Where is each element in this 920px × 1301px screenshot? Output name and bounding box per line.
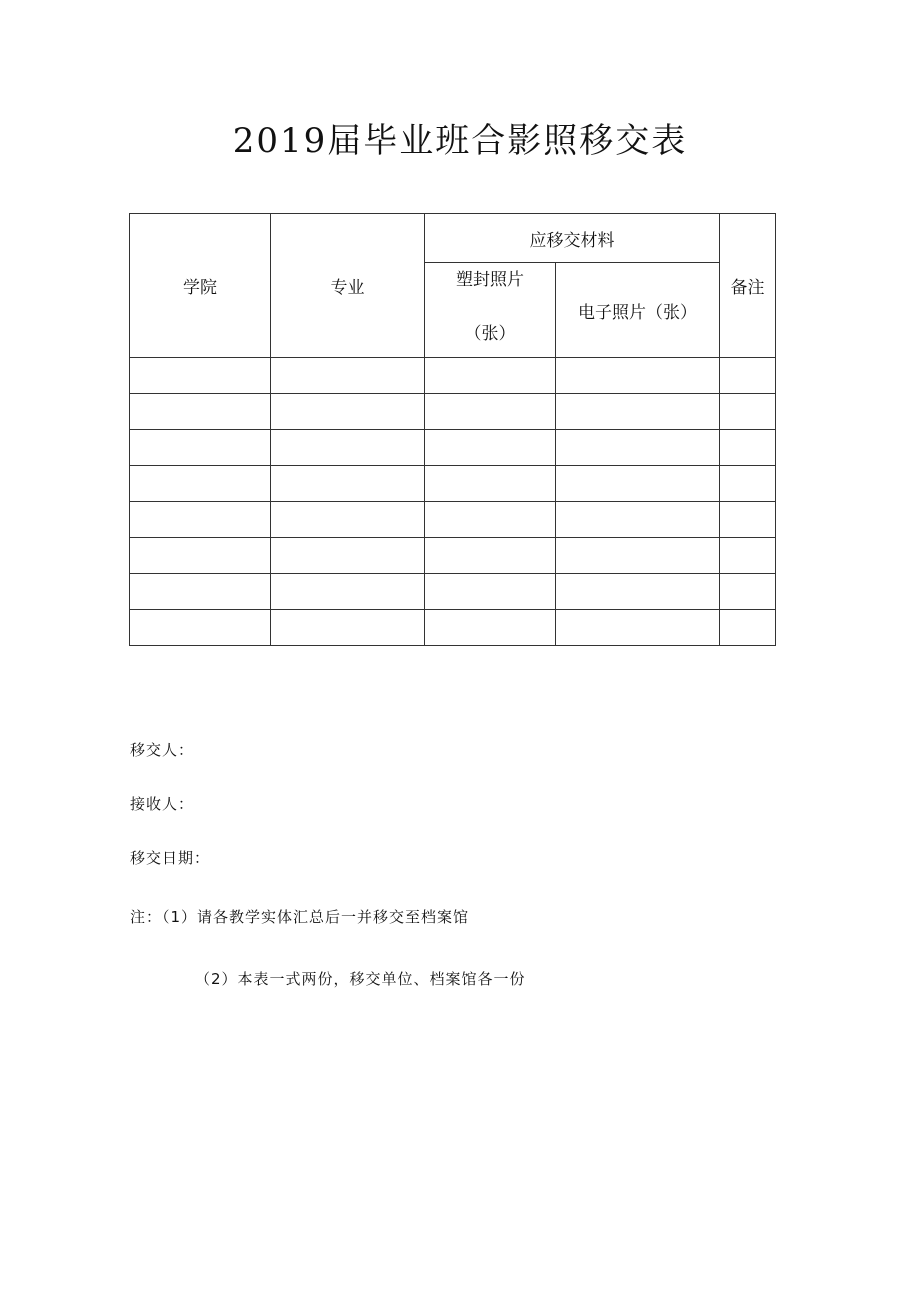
header-remarks: 备注 bbox=[720, 214, 776, 358]
table-cell-digital-photos[interactable] bbox=[556, 466, 720, 502]
table-row bbox=[130, 610, 776, 646]
table-cell-sealed-photos[interactable] bbox=[425, 466, 556, 502]
table-cell-major[interactable] bbox=[271, 466, 425, 502]
note-2: （2）本表一式两份，移交单位、档案馆各一份 bbox=[195, 970, 526, 988]
table-cell-remarks[interactable] bbox=[720, 538, 776, 574]
table-cell-digital-photos[interactable] bbox=[556, 430, 720, 466]
table-cell-major[interactable] bbox=[271, 610, 425, 646]
table-cell-digital-photos[interactable] bbox=[556, 538, 720, 574]
table-cell-major[interactable] bbox=[271, 538, 425, 574]
document-title: 2019届毕业班合影照移交表 bbox=[232, 121, 688, 161]
table-cell-major[interactable] bbox=[271, 358, 425, 394]
table-cell-sealed-photos[interactable] bbox=[425, 394, 556, 430]
header-college: 学院 bbox=[130, 214, 271, 358]
table-row bbox=[130, 466, 776, 502]
table-cell-major[interactable] bbox=[271, 502, 425, 538]
receiver-label: 接收人： bbox=[130, 795, 195, 813]
table-row bbox=[130, 538, 776, 574]
table-cell-digital-photos[interactable] bbox=[556, 502, 720, 538]
table-cell-sealed-photos[interactable] bbox=[425, 610, 556, 646]
table-cell-major[interactable] bbox=[271, 394, 425, 430]
transfer-date-label: 移交日期： bbox=[130, 849, 211, 867]
table-cell-digital-photos[interactable] bbox=[556, 394, 720, 430]
table-cell-college[interactable] bbox=[130, 502, 271, 538]
table-row bbox=[130, 394, 776, 430]
table-cell-major[interactable] bbox=[271, 430, 425, 466]
note-1: 注：（1）请各教学实体汇总后一并移交至档案馆 bbox=[130, 908, 470, 926]
table-cell-college[interactable] bbox=[130, 466, 271, 502]
table-cell-college[interactable] bbox=[130, 538, 271, 574]
table-cell-sealed-photos[interactable] bbox=[425, 574, 556, 610]
table-cell-digital-photos[interactable] bbox=[556, 610, 720, 646]
table-cell-digital-photos[interactable] bbox=[556, 358, 720, 394]
header-major: 专业 bbox=[271, 214, 425, 358]
header-sealed-photos-line1: 塑封照片 bbox=[456, 270, 524, 290]
table-cell-college[interactable] bbox=[130, 430, 271, 466]
table-cell-college[interactable] bbox=[130, 574, 271, 610]
table-cell-sealed-photos[interactable] bbox=[425, 502, 556, 538]
table-row bbox=[130, 430, 776, 466]
table-cell-sealed-photos[interactable] bbox=[425, 538, 556, 574]
table-cell-major[interactable] bbox=[271, 574, 425, 610]
table-row bbox=[130, 502, 776, 538]
table-cell-college[interactable] bbox=[130, 358, 271, 394]
table-cell-digital-photos[interactable] bbox=[556, 574, 720, 610]
table-cell-sealed-photos[interactable] bbox=[425, 358, 556, 394]
table-cell-remarks[interactable] bbox=[720, 610, 776, 646]
transferor-label: 移交人： bbox=[130, 741, 195, 759]
header-materials-group: 应移交材料 bbox=[425, 214, 720, 263]
transfer-table bbox=[129, 213, 776, 646]
table-cell-remarks[interactable] bbox=[720, 466, 776, 502]
table-cell-college[interactable] bbox=[130, 394, 271, 430]
table-cell-remarks[interactable] bbox=[720, 574, 776, 610]
table-cell-remarks[interactable] bbox=[720, 430, 776, 466]
table-row bbox=[130, 358, 776, 394]
table-cell-college[interactable] bbox=[130, 610, 271, 646]
table-header-row bbox=[130, 214, 776, 263]
table-cell-remarks[interactable] bbox=[720, 502, 776, 538]
table-cell-sealed-photos[interactable] bbox=[425, 430, 556, 466]
header-digital-photos: 电子照片（张） bbox=[556, 263, 720, 358]
table-cell-remarks[interactable] bbox=[720, 394, 776, 430]
table-cell-remarks[interactable] bbox=[720, 358, 776, 394]
header-sealed-photos-line2: （张） bbox=[464, 324, 516, 344]
header-sealed-photos bbox=[425, 263, 556, 358]
table-row bbox=[130, 574, 776, 610]
